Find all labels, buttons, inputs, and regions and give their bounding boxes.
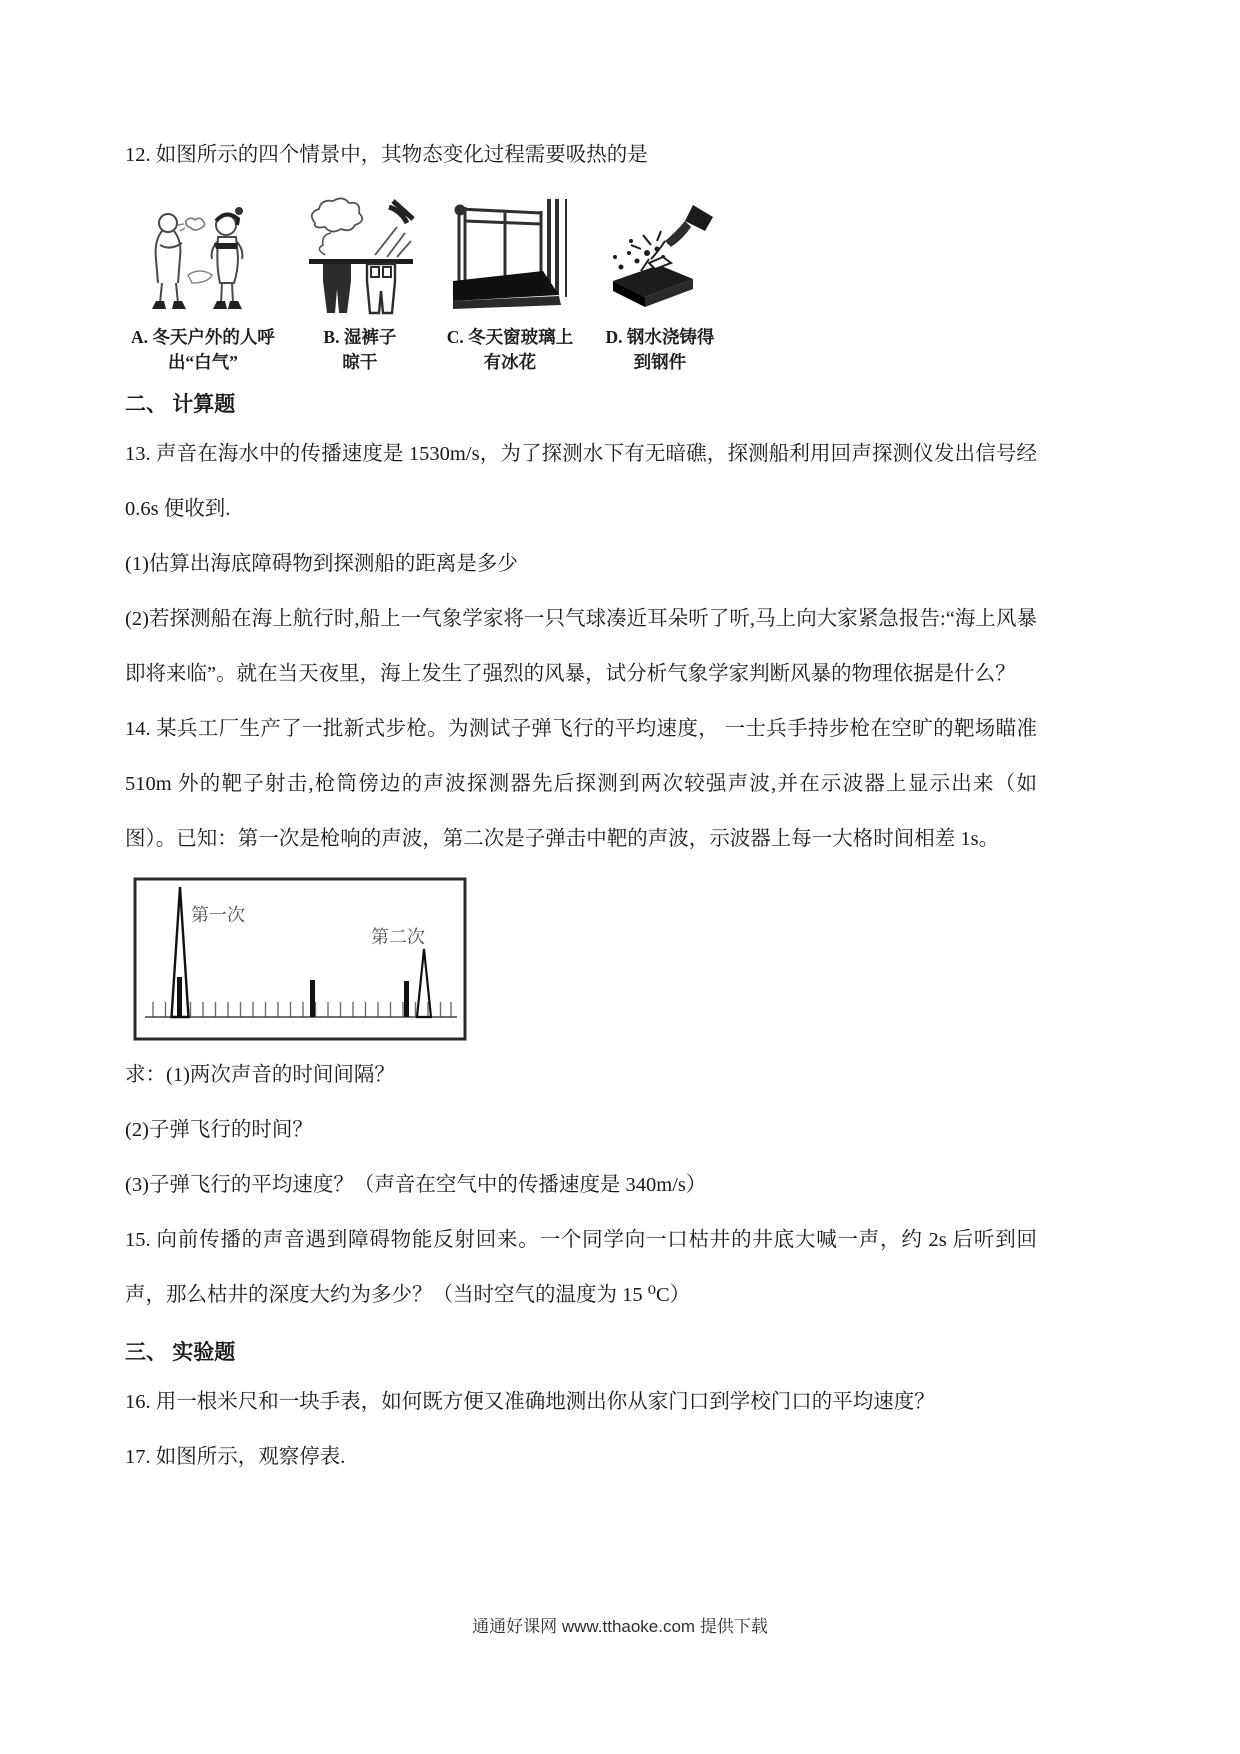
option-b-caption-line2: 晾干 [342, 352, 378, 372]
figure-option-c [445, 197, 575, 375]
wet-pants-drying-sketch-icon [301, 197, 419, 325]
option-b-caption-line1: B. 湿裤子 [323, 327, 397, 347]
option-a-caption-line2: 出“白气” [167, 352, 238, 372]
question-12-figure-row [131, 197, 1037, 375]
section-2-heading: 二、 计算题 [125, 392, 236, 416]
frost-window-sketch-icon [445, 197, 575, 325]
option-d-caption-line2: 到钢件 [633, 352, 687, 372]
question-13-part1: (1)估算出海底障碍物到探测船的距离是多少 [125, 553, 518, 575]
section-3-heading: 三、 实验题 [125, 1340, 236, 1364]
question-14-ask3: (3)子弹飞行的平均速度？（声音在空气中的传播速度是 340m/s） [125, 1174, 707, 1196]
question-14-text: 14. 某兵工厂生产了一批新式步枪。为测试子弹飞行的平均速度， 一士兵手持步枪在空旷的靶场瞄准 510m 外的靶子射击,枪筒傍边的声波探测器先后探测到两次较强声波,并在示波器上显示出来（如图）。已知：第一次是枪响的声波，第二次是子弹击中靶的声波，示波器上每一大格时间相差 1s。 [125, 718, 1037, 850]
molten-steel-pouring-sketch-icon [601, 197, 719, 325]
option-c-caption-line2: 有冰花 [483, 352, 537, 372]
question-15-text: 15. 向前传播的声音遇到障碍物能反射回来。一个同学向一口枯井的井底大喊一声，约 2s 后听到回声，那么枯井的深度大约为多少？（当时空气的温度为 15 ⁰C） [125, 1229, 1037, 1306]
figure-option-a [131, 197, 275, 375]
figure-option-b [301, 197, 419, 375]
page-footer-download-credit: 通通好课网 www.tthaoke.com 提供下载 [472, 1617, 768, 1636]
question-17-text: 17. 如图所示，观察停表. [125, 1446, 346, 1468]
question-14-ask1: 求：(1)两次声音的时间间隔？ [125, 1064, 395, 1086]
first-spike-label: 第一次 [191, 905, 245, 925]
option-c-caption-line1: C. 冬天窗玻璃上 [446, 327, 574, 347]
question-16-text: 16. 用一根米尺和一块手表，如何既方便又准确地测出你从家门口到学校门口的平均速度？ [125, 1391, 935, 1413]
exam-page [125, 128, 1037, 1485]
winter-breath-sketch-icon [138, 197, 268, 325]
oscilloscope-waveform-figure [133, 877, 467, 1041]
question-13-part2: (2)若探测船在海上航行时,船上一气象学家将一只气球凑近耳朵听了听,马上向大家紧急报告:“海上风暴即将来临”。就在当天夜里，海上发生了强烈的风暴，试分析气象学家判断风暴的物理依据是什么？ [125, 608, 1037, 685]
question-14-ask2: (2)子弹飞行的时间？ [125, 1119, 313, 1141]
second-spike-label: 第二次 [371, 927, 425, 947]
question-12-text: 12. 如图所示的四个情景中，其物态变化过程需要吸热的是 [125, 144, 648, 166]
option-a-caption-line1: A. 冬天户外的人呼 [131, 327, 275, 347]
option-d-caption-line1: D. 钢水浇铸得 [605, 327, 715, 347]
figure-option-d [601, 197, 719, 375]
question-13-text: 13. 声音在海水中的传播速度是 1530m/s，为了探测水下有无暗礁，探测船利用回声探测仪发出信号经 0.6s 便收到. [125, 443, 1037, 520]
